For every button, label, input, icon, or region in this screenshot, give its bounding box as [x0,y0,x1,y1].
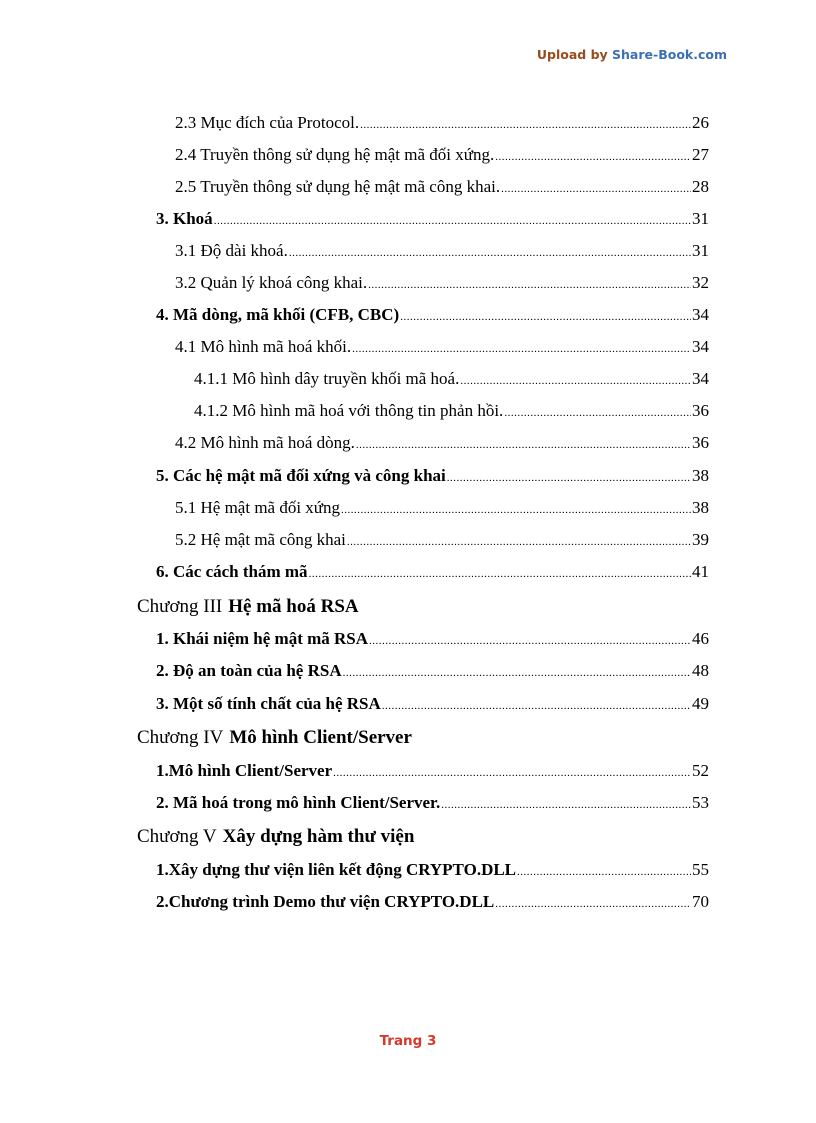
leader-dots [447,472,691,484]
toc-entry-ch5-2[interactable]: 2.Chương trình Demo thư viện CRYPTO.DLL ..... 70 [156,892,709,916]
chapter-5-title: Xây dựng hàm thư viện [222,826,415,847]
toc-entry-5-1[interactable]: 5.1 Hệ mật mã đối xứng ..... 38 [175,498,709,522]
toc-entry-2-5[interactable]: 2.5 Truyền thông sử dụng hệ mật mã công khai. ..... 28 [175,177,709,201]
leader-dots [441,799,691,811]
leader-dots [369,635,691,647]
toc-entry-3-1[interactable]: 3.1 Độ dài khoá. ..... 31 [175,241,709,265]
leader-dots [495,151,691,163]
leader-dots [504,407,691,419]
leader-dots [356,439,691,451]
toc-entry-4[interactable]: 4. Mã dòng, mã khối (CFB, CBC) ..... 34 [156,305,709,329]
chapter-3-title: Hệ mã hoá RSA [228,596,359,617]
toc-entry-6[interactable]: 6. Các cách thám mã ..... 41 [156,562,709,586]
leader-dots [341,504,691,516]
toc-entry-4-1[interactable]: 4.1 Mô hình mã hoá khối. ..... 34 [175,337,709,361]
leader-dots [382,700,691,712]
leader-dots [368,279,691,291]
toc-entry-3[interactable]: 3. Khoá ..... 31 [156,209,709,233]
toc-entry-ch3-3[interactable]: 3. Một số tính chất của hệ RSA ..... 49 [156,694,709,718]
leader-dots [333,767,691,779]
toc-entry-ch4-2[interactable]: 2. Mã hoá trong mô hình Client/Server. ..... 53 [156,793,709,817]
toc-entry-4-1-1[interactable]: 4.1.1 Mô hình dây truyền khối mã hoá. ..... 34 [194,369,709,393]
page-header [537,47,727,62]
chapter-4-heading[interactable] [137,727,412,749]
toc-entry-5[interactable]: 5. Các hệ mật mã đối xứng và công khai ..... 38 [156,466,709,490]
leader-dots [400,311,691,323]
leader-dots [343,667,691,679]
upload-by-label: Upload by [536,47,608,62]
chapter-5-prefix: Chương V [137,826,217,847]
page-number: Trang 3 [379,1033,437,1049]
leader-dots [347,536,691,548]
leader-dots [517,866,691,878]
leader-dots [460,375,691,387]
chapter-3-prefix: Chương III [137,596,223,617]
leader-dots [309,568,691,580]
chapter-4-title: Mô hình Client/Server [229,727,412,748]
toc-entry-ch5-1[interactable]: 1.Xây dựng thư viện liên kết động CRYPTO.DLL ..... 55 [156,860,709,884]
leader-dots [352,343,691,355]
chapter-5-heading[interactable] [137,826,414,848]
toc-entry-2-4[interactable]: 2.4 Truyền thông sử dụng hệ mật mã đối xứng. ..... 27 [175,145,709,169]
leader-dots [289,247,691,259]
toc-entry-5-2[interactable]: 5.2 Hệ mật mã công khai ..... 39 [175,530,709,554]
chapter-3-heading[interactable] [137,596,359,618]
leader-dots [214,215,691,227]
leader-dots [501,183,691,195]
toc-entry-3-2[interactable]: 3.2 Quản lý khoá công khai. ..... 32 [175,273,709,297]
toc-entry-4-2[interactable]: 4.2 Mô hình mã hoá dòng. ..... 36 [175,433,709,457]
chapter-4-prefix: Chương IV [137,727,224,748]
toc-entry-4-1-2[interactable]: 4.1.2 Mô hình mã hoá với thông tin phản hồi. ..... 36 [194,401,709,425]
toc-entry-ch3-2[interactable]: 2. Độ an toàn của hệ RSA ..... 48 [156,661,709,685]
toc-entry-2-3[interactable]: 2.3 Mục đích của Protocol. ..... 26 [175,113,709,137]
leader-dots [360,119,691,131]
toc-entry-ch4-1[interactable]: 1.Mô hình Client/Server ..... 52 [156,761,709,785]
site-name: Share-Book.com [612,47,727,62]
leader-dots [495,898,691,910]
toc-entry-ch3-1[interactable]: 1. Khái niệm hệ mật mã RSA ..... 46 [156,629,709,653]
